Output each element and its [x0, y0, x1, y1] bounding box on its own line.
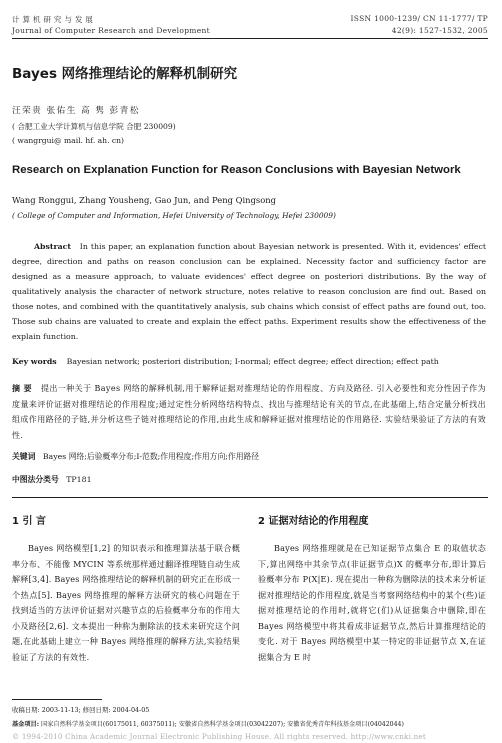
header-rule [12, 38, 488, 39]
authors-cn: 汪荣贵 张佑生 高 隽 彭青松 [12, 106, 140, 116]
issn: ISSN 1000-1239/ CN 11-1777/ TP [350, 14, 488, 23]
fund-text: 国家自然科学基金项目(60175011, 60375011); 安徽省自然科学基金项目(03042207); 安徽省优秀青年科技基金项目(04042044) [41, 721, 404, 728]
copyright-watermark: © 1994-2010 China Academic Journal Electronic Publishing House. All rights reserved. http://www.cnki.net [12, 732, 426, 741]
classification-value: TP181 [66, 475, 92, 484]
abstract-text: In this paper, an explanation function about Bayesian network is presented. With it, evidences' effect degree, direction and paths on reason conclusion can be explained. Necessity factor and sufficiency factor are designed as a measure approach, to valuate evidences' effect degree on posteriori distributions. By the way of qualitatively analysis the character of network structure, notes relative to reason conclusion are find out. Based on those notes, and combined with the quantitatively analysis, sub chains which consist of effect paths are found out, too. Those sub chains are valuated to create and explain the effect paths. Experiment results show the effectiveness of the explain function. [12, 242, 487, 341]
abstract-cn-text: 提出一种关于 Bayes 网络的解释机制,用于解释证据对推理结论的作用程度、方向及路径. 引入必要性和充分性因子作为度量来评价证据对推理结论的作用程度;通过定性分析网络结构特点、找出与推理结论有关的节点,在此基础上,结合定量分析找出组成作用路径的子链,并分析这些子链对推理结论的作用,由此生成和解释证据对推理结论的作用路径. 实验结果验证了方法的有效性. [12, 384, 487, 440]
keywords-en [12, 354, 486, 369]
footnote-rule [12, 699, 102, 700]
email: ( wangrgui@ mail. hf. ah. cn) [12, 136, 124, 145]
journal-name-en: Journal of Computer Research and Development [12, 26, 210, 35]
affiliation-en: ( College of Computer and Information, Hefei University of Technology, Hefei 230009) [12, 211, 336, 220]
keywords-cn-label: 关键词 [12, 452, 36, 461]
keywords-cn [12, 449, 486, 464]
journal-name-cn: 计 算 机 研 究 与 发 展 [12, 15, 94, 24]
section2-body: Bayes 网络推理就是在已知证据节点集合 E 的取值状态下,算出网络中其余节点(非证据节点)X 的概率分布,即计算后验概率分布 P(X|E). 现在提出一种称为删除法的技术来分析证据对推理结论的作用程度,就是当考察网络结构中的某个(些)证据对推理结论的作用时,就将它(们)从证据集合中删除,即在 Bayes 网络模型中将其看成非证据节点,然后计算推理结论的变化. 对于 Bayes 网络模型中某一特定的非证据节点 X,在证据集合为 E 时 [258, 543, 486, 662]
fund-label: 基金项目: [12, 721, 40, 728]
abstract-label: Abstract [34, 242, 72, 251]
section1-body: Bayes 网络模型[1,2] 的知识表示和推理算法基于联合概率分布、不能像 MYCIN 等系统那样通过翻译推理链自动生成解释[3,4]. Bayes 网络推理结论的解释机制的研究正在形成一个热点[5]. Bayes 网络推理的解释方法研究的核心问题在于找到适当的方法评价证据对兴趣节点的后验概率分布的作用大小及路径[2,6]. 文本提出一种称为删除法的技术来研究这个问题,在此基础上建立一种 Bayes 网络推理的解释方法,实验结果验证了方法的有效性. [12, 543, 240, 662]
received-date: 收稿日期: 2003-11-13; 修回日期: 2004-04-05 [12, 706, 150, 714]
section-rule [12, 497, 488, 498]
classification-label: 中图法分类号 [12, 475, 59, 484]
keywords-label: Key words [12, 357, 57, 366]
keywords-text: Bayesian network; posteriori distribution; Ⅰ-normal; effect degree; effect direction; effect path [66, 357, 439, 366]
abstract-en [12, 239, 486, 344]
keywords-cn-text: Bayes 网络;后验概率分布;Ⅰ-范数;作用程度;作用方向;作用路径 [42, 452, 260, 461]
section1-heading: 1 引 言 [12, 516, 46, 527]
section2-heading: 2 证据对结论的作用程度 [258, 516, 369, 527]
classification [12, 472, 486, 487]
title-en: Research on Explanation Function for Reason Conclusions with Bayesian Network [12, 164, 461, 176]
title-cn: Bayes 网络推理结论的解释机制研究 [12, 66, 238, 82]
affiliation-cn: ( 合肥工业大学计算机与信息学院 合肥 230009) [12, 122, 176, 131]
running-header-2 [12, 26, 488, 35]
abstract-cn [12, 381, 486, 443]
issue-info: 42(9): 1527-1532, 2005 [391, 26, 488, 35]
fund-note [12, 719, 404, 728]
authors-en: Wang Ronggui, Zhang Yousheng, Gao Jun, and Peng Qingsong [12, 195, 277, 205]
running-header [12, 14, 488, 25]
abstract-cn-label: 摘 要 [12, 383, 33, 393]
